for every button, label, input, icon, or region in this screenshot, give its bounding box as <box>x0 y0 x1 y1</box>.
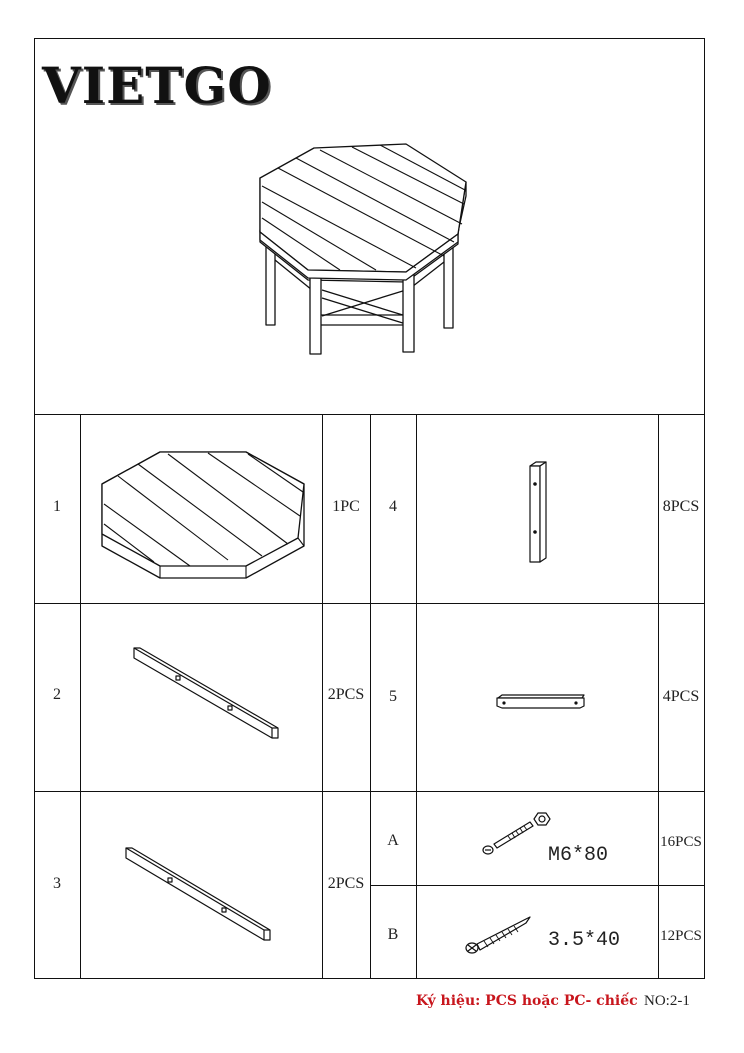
assembled-table-illustration <box>248 140 478 360</box>
page-number: NO:2-1 <box>644 993 690 1009</box>
part-number-5: 5 <box>389 688 397 705</box>
short-brace-part-icon <box>494 692 588 712</box>
hardware-id-b: B <box>387 926 399 943</box>
hardware-id-a: A <box>387 832 399 849</box>
rail-part-3-icon <box>122 846 274 944</box>
part-qty-2: 2PCS <box>327 686 365 703</box>
part-qty-5: 4PCS <box>662 688 700 705</box>
part-qty-3: 2PCS <box>327 875 365 892</box>
part-number-4: 4 <box>389 498 397 515</box>
part-number-1: 1 <box>53 498 61 515</box>
tabletop-part-icon <box>98 448 308 580</box>
hardware-spec-b: 3.5*40 <box>548 929 621 952</box>
wood-screw-icon <box>464 914 536 958</box>
part-qty-1: 1PC <box>332 498 360 515</box>
part-number-3: 3 <box>53 875 61 892</box>
part-qty-4: 8PCS <box>662 498 700 515</box>
part-number-2: 2 <box>53 686 61 703</box>
hardware-qty-b: 12PCS <box>660 928 702 944</box>
bolt-with-nut-icon <box>480 810 552 860</box>
leg-post-part-icon <box>526 460 550 566</box>
rail-part-2-icon <box>130 646 282 742</box>
brand-logo: VIETGO <box>42 56 272 115</box>
hardware-qty-a: 16PCS <box>660 834 702 850</box>
hardware-spec-a: M6*80 <box>548 844 609 867</box>
unit-legend: Ký hiệu: PCS hoặc PC- chiếc <box>416 993 638 1009</box>
